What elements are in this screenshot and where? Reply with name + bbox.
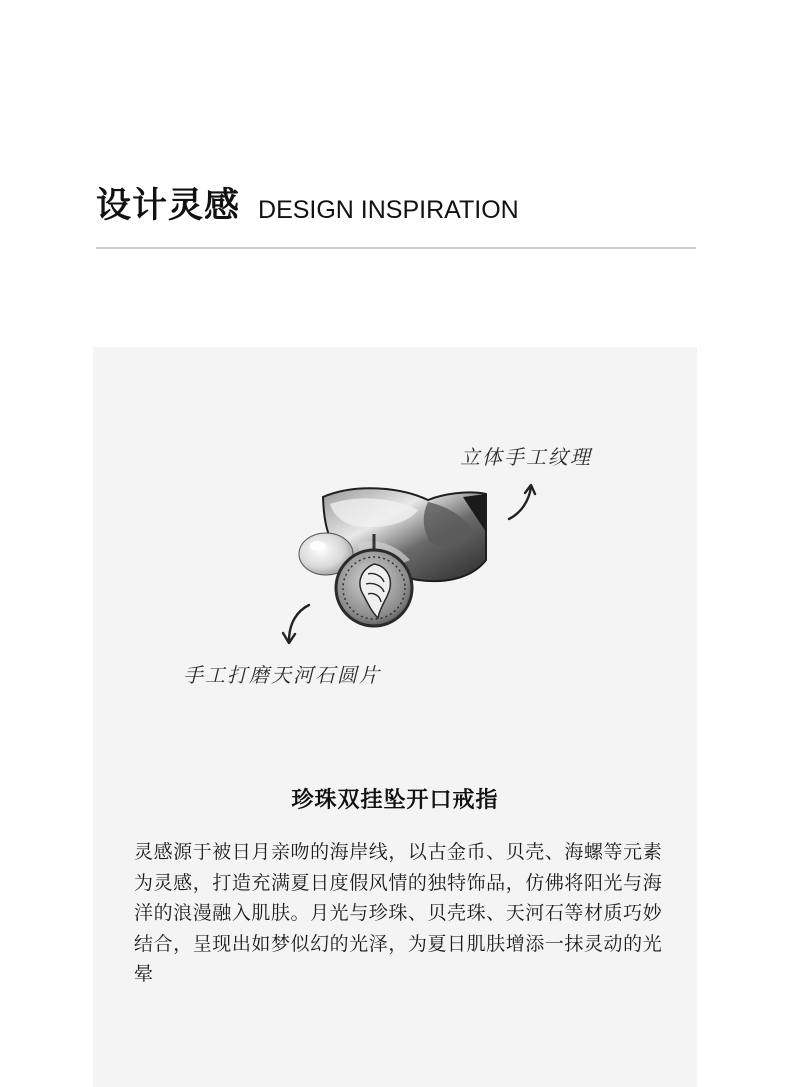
callout-texture-label: 立体手工纹理	[460, 445, 592, 469]
ring-illustration	[268, 472, 618, 802]
arrow-stone-icon	[279, 601, 315, 647]
heading-title-en: DESIGN INSPIRATION	[258, 196, 519, 224]
arrow-texture-icon	[503, 481, 543, 525]
heading-title-cn: 设计灵感	[96, 186, 241, 226]
product-title: 珍珠双挂坠开口戒指	[291, 788, 499, 813]
heading-divider	[96, 247, 696, 249]
inspiration-panel	[93, 347, 697, 1087]
product-description: 灵感源于被日月亲吻的海岸线，以古金币、贝壳、海螺等元素为灵感，打造充满夏日度假风情的独特饰品，仿佛将阳光与海洋的浪漫融入肌肤。月光与珍珠、贝壳珠、天河石等材质巧妙结合，呈现出如梦似幻的光泽，为夏日肌肤增添一抹灵动的光晕	[134, 841, 662, 985]
callout-stone-label: 手工打磨天河石圆片	[183, 663, 381, 687]
section-heading	[96, 178, 696, 228]
